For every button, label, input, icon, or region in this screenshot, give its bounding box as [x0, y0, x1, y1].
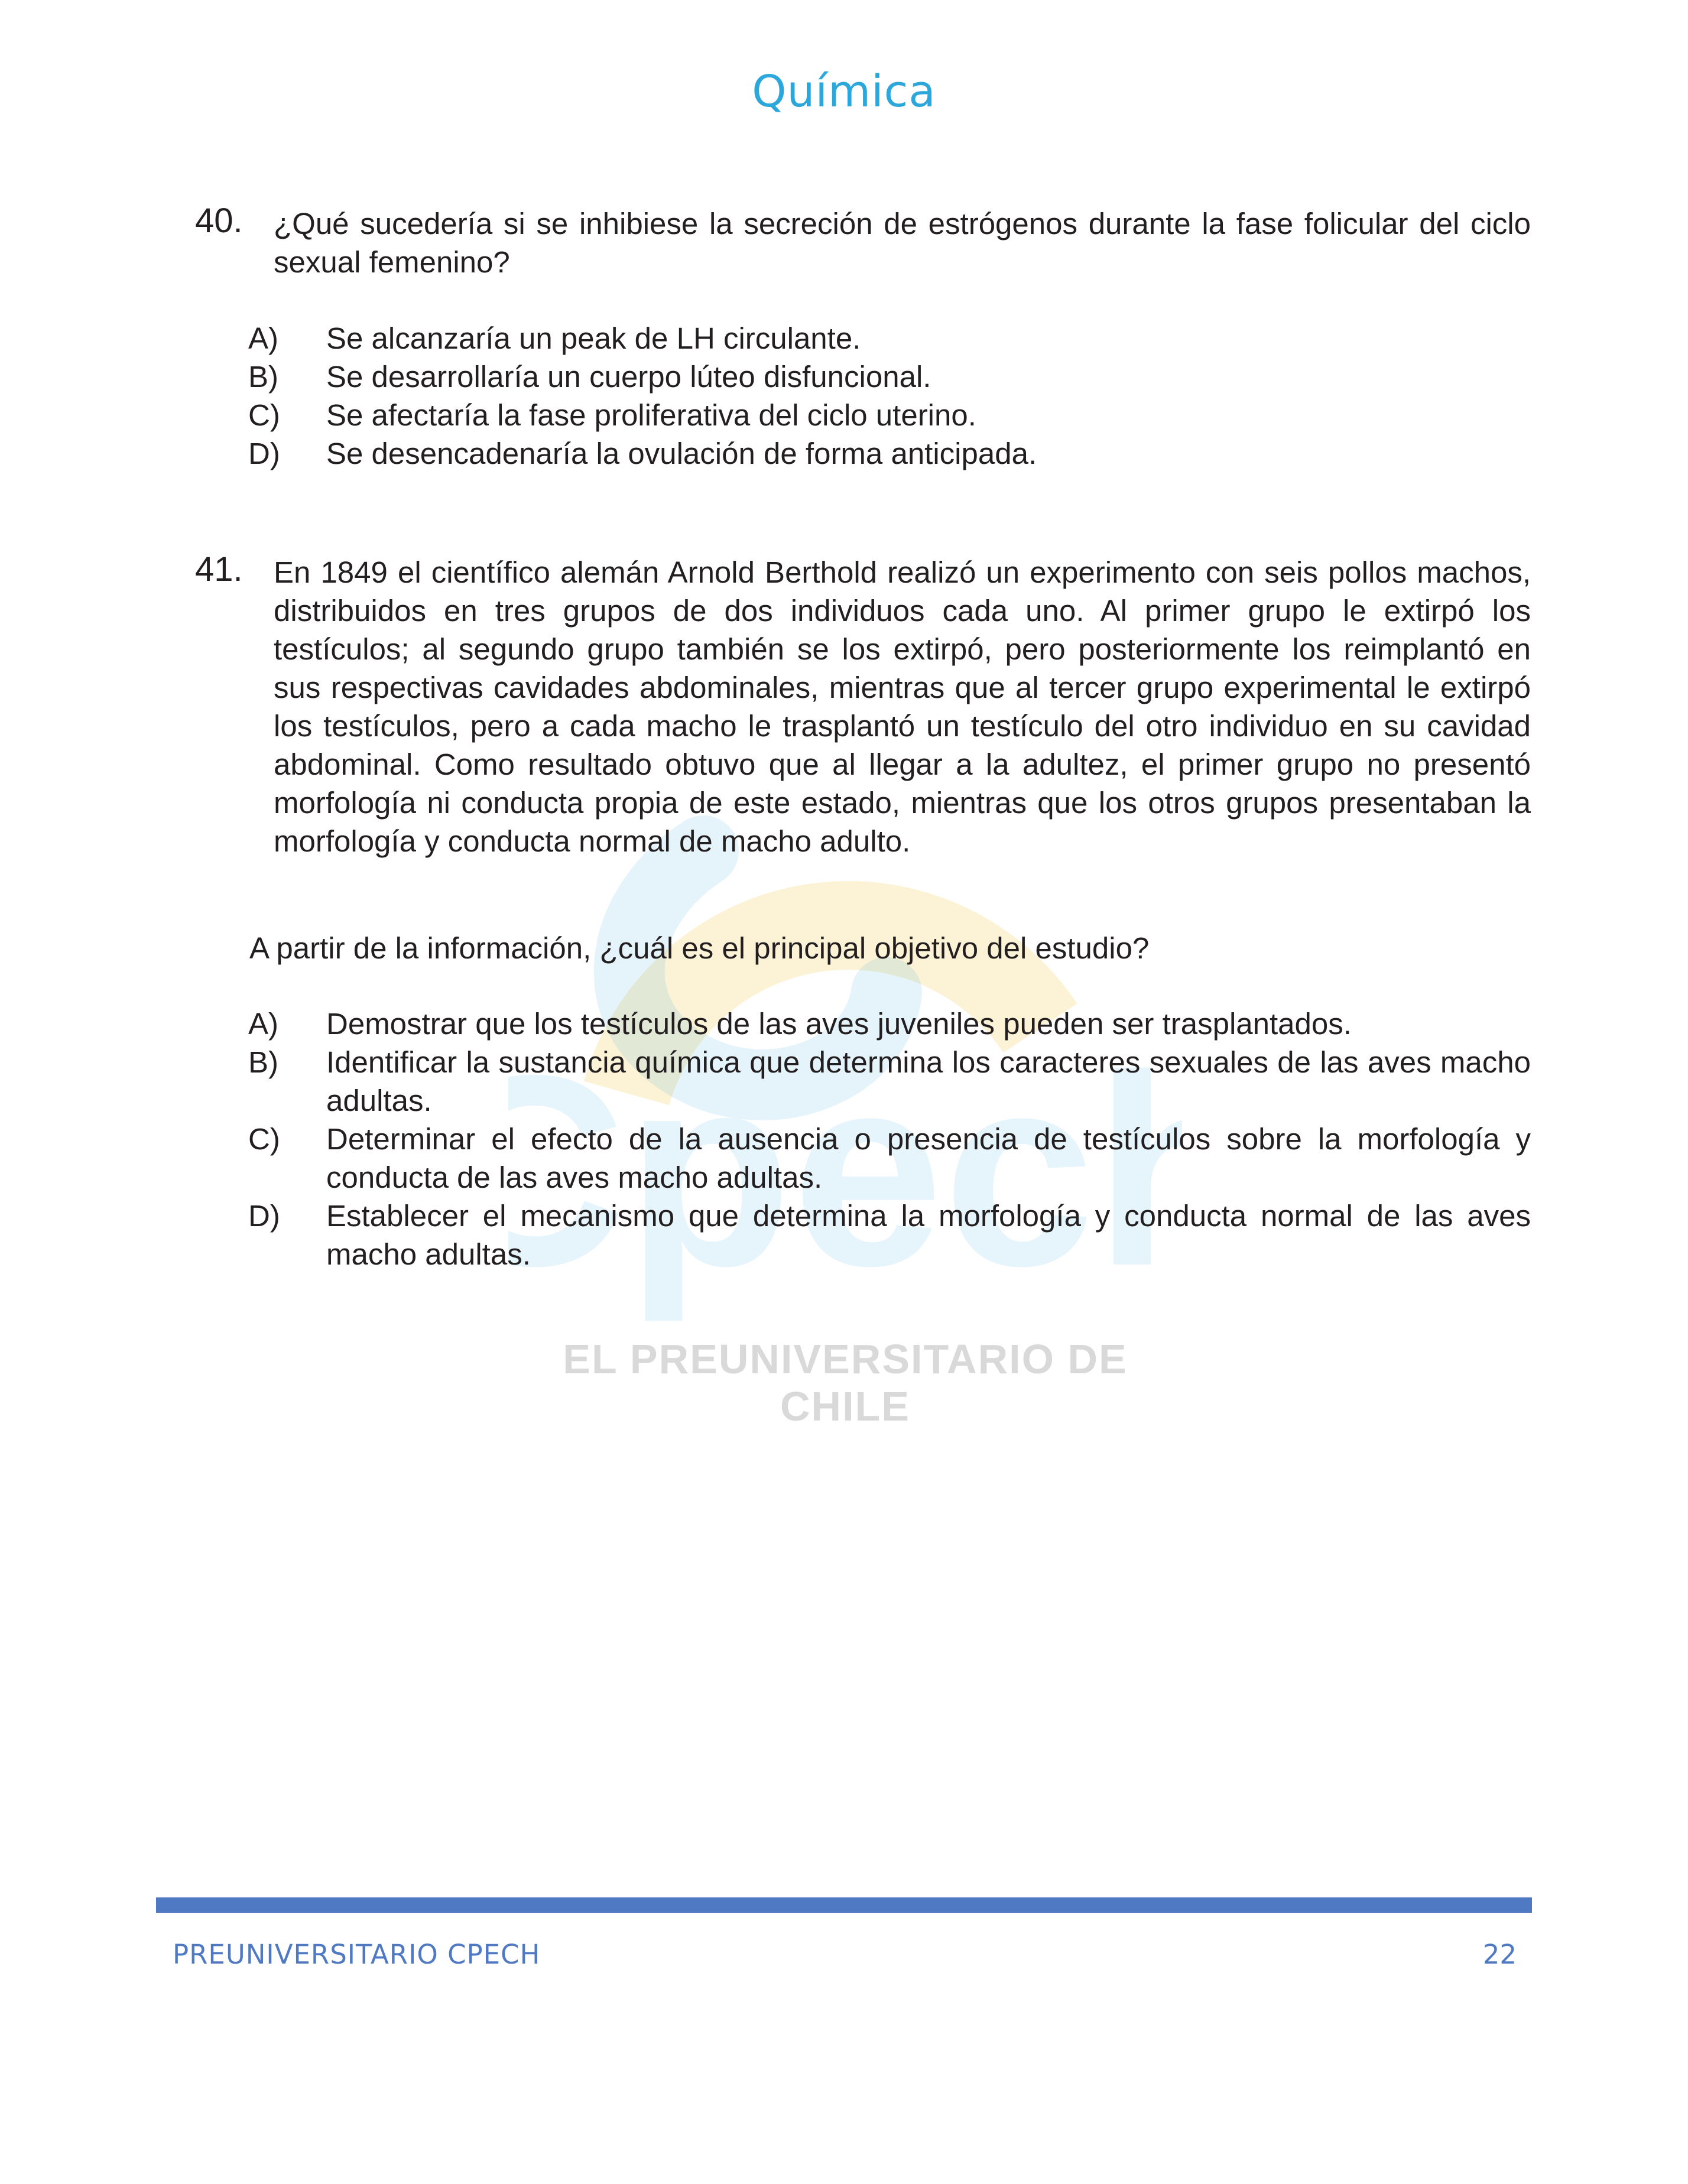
option-letter: C)	[248, 1122, 280, 1156]
option-letter: B)	[248, 1045, 278, 1079]
option-text: Identificar la sustancia química que determina los caracteres sexuales de las aves macho adultas.	[326, 1045, 1531, 1117]
answer-options	[248, 1005, 1531, 1273]
option-text: Determinar el efecto de la ausencia o presencia de testículos sobre la morfología y conducta de las aves macho adultas.	[326, 1122, 1531, 1194]
answer-options	[248, 319, 1531, 473]
question-stem: En 1849 el científico alemán Arnold Berthold realizó un experimento con seis pollos machos, distribuidos en tres grupos de dos individuos cada uno. Al primer grupo le extirpó los testículos; al segundo grupo también se los extirpó, pero posteriormente los reimplantó en sus respectivas cavidades abdominales, mientras que al tercer grupo experimental le extirpó los testículos, pero a cada macho le trasplantó un testículo del otro individuo en su cavidad abdominal. Como resultado obtuvo que al llegar a la adultez, el primer grupo no presentó morfología ni conducta propia de este estado, mientras que los otros grupos presentaban la morfología y conducta normal de macho adulto.	[274, 555, 1531, 858]
option-text: Se desarrollaría un cuerpo lúteo disfuncional.	[326, 360, 931, 394]
footer-publisher: PREUNIVERSITARIO CPECH	[173, 1939, 541, 1970]
option-text: Se alcanzaría un peak de LH circulante.	[326, 321, 861, 355]
option-letter: B)	[248, 360, 278, 394]
question-number: 41.	[195, 550, 243, 589]
option-text: Establecer el mecanismo que determina la morfología y conducta normal de las aves macho adultas.	[326, 1199, 1531, 1271]
page-header-subject: Química	[752, 66, 936, 117]
option-letter: A)	[248, 1007, 278, 1041]
option-a	[248, 1005, 1531, 1043]
watermark-logo-text: Cpech	[508, 1019, 1182, 1322]
option-d	[248, 434, 1531, 473]
question-lead: A partir de la información, ¿cuál es el principal objetivo del estudio?	[249, 931, 1150, 965]
option-letter: D)	[248, 1199, 280, 1233]
option-c	[248, 396, 1531, 434]
option-text: Se afectaría la fase proliferativa del ciclo uterino.	[326, 398, 976, 432]
option-b	[248, 358, 1531, 396]
option-letter: A)	[248, 321, 278, 355]
option-letter: C)	[248, 398, 280, 432]
question-number: 40.	[195, 202, 243, 240]
option-a	[248, 319, 1531, 358]
option-b	[248, 1043, 1531, 1120]
option-text: Se desencadenaría la ovulación de forma anticipada.	[326, 437, 1037, 470]
option-letter: D)	[248, 437, 280, 470]
option-c	[248, 1120, 1531, 1197]
option-d	[248, 1197, 1531, 1273]
question-stem: ¿Qué sucedería si se inhibiese la secreción de estrógenos durante la fase folicular del ciclo sexual femenino?	[274, 207, 1531, 279]
option-text: Demostrar que los testículos de las aves juveniles pueden ser trasplantados.	[326, 1007, 1352, 1041]
watermark-tagline: EL PREUNIVERSITARIO DE CHILE	[563, 1336, 1128, 1429]
footer-divider-bar	[156, 1897, 1532, 1913]
page-number: 22	[1482, 1939, 1517, 1970]
